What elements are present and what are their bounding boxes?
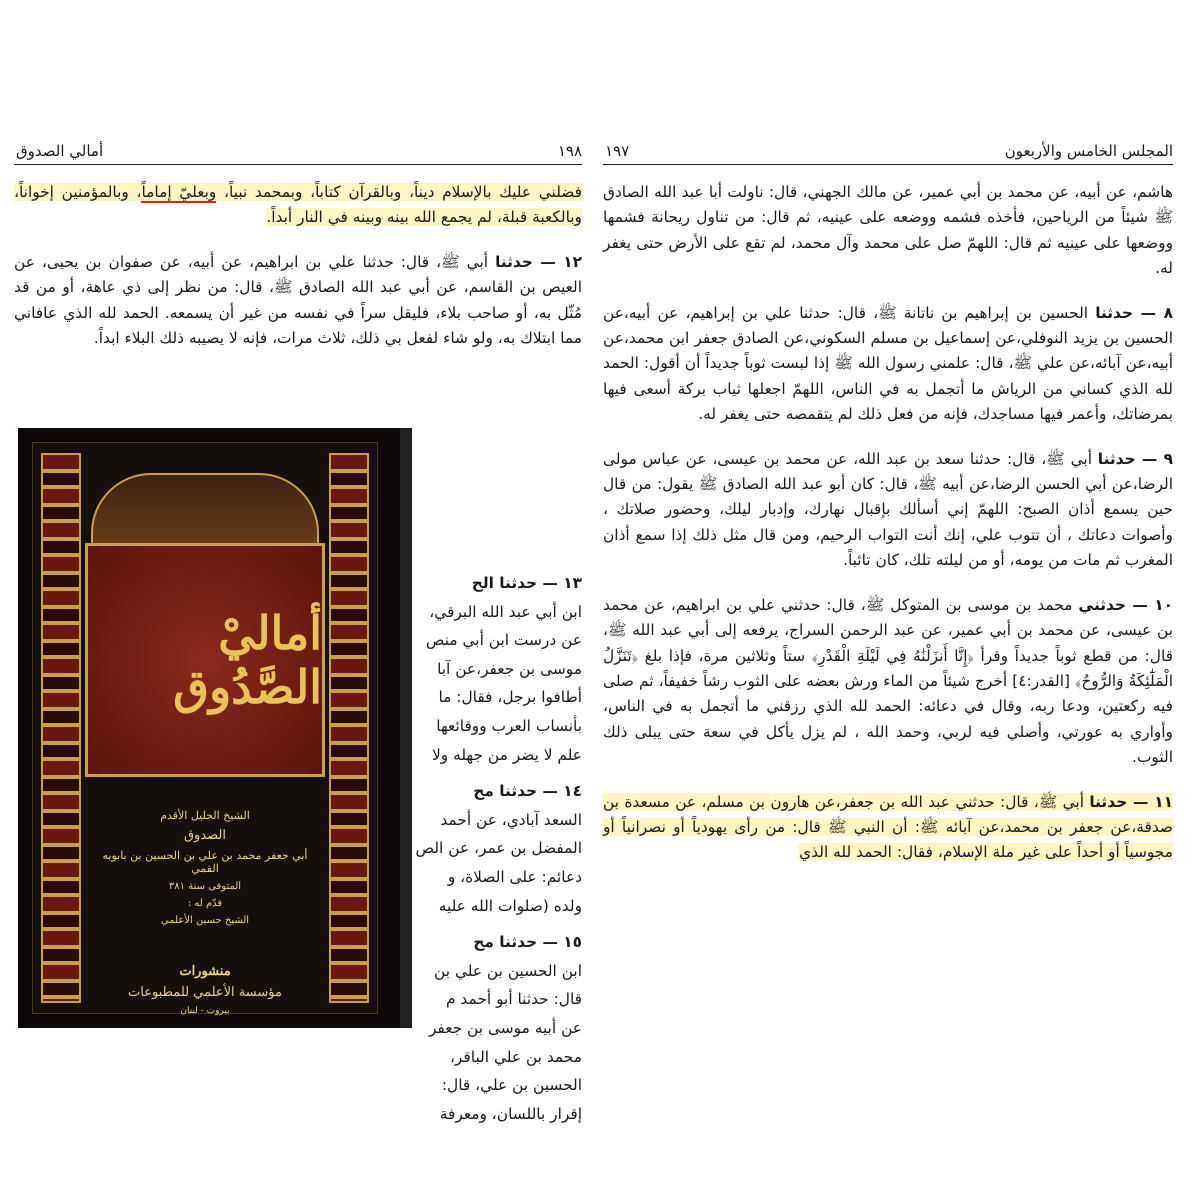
paragraph-text: محمد بن موسى بن المتوكل ﷺ، قال: حدثني علي بن ابراهيم، عن محمد بن عيسى، عن محمد بن أبي عمير، عن عبد الرحمن السراج، يرفعه إلى أبي عبد الله ﷺ، قال: من قطع ثوباً جديداً وقرأ ﴿إِنَّا أَنزَلْنَٰهُ فِي لَيْلَةِ الْقَدْرِ﴾ ستاً وثلاثين مرة، فإذا بلغ ﴿تَنَزَّلُ الْمَلَٰٓئِكَةُ وَالرُّوحُ﴾ [القدر:٤] أخرج شيئاً من الماء ورش بعضه على الثوب رشاً خفيفاً، ثم صلى فيه ركعتين، ودعا ربه، وقال في دعائه: الحمد لله الذي رزقني ما أتجمل به في الناس، وأواري به عورتي، وأصلي فيه لربي، وحمد الله ، لم يزل يأكل في سعة حتى يبلى ذلك الثوب. bbox=[603, 595, 1173, 767]
column-line: المفضل بن عمر، عن الص bbox=[415, 839, 582, 858]
column-line: إقرار باللسان، ومعرفة bbox=[439, 1104, 582, 1123]
hadith-heading: ١٠ — حدثني bbox=[1078, 595, 1173, 614]
left-header-title: أمالي الصدوق bbox=[16, 142, 104, 160]
ornament-arch bbox=[91, 473, 319, 547]
intro-paragraph-highlighted bbox=[14, 180, 582, 231]
intro-label: قدّم له : bbox=[187, 898, 223, 909]
paragraph-text: أبي ﷺ، قال: حدثنا علي بن ابراهيم، عن أبيه، عن صفوان بن يحيى، عن العيص بن القاسم، عن أبي عبد الله الصادق ﷺ، قال: من نظر إلى ذي عاهة، أو من قد مُثّل به، أو صاحب بلاء، فليقل سراً في نفسه من غير أن يسمعه. الحمد لله الذي عافاني مما ابتلاك به، ولو شاء لفعل بي ذلك، ثلاث مرات، فإنه لا يصيبه ذلك البلاء ابداً. bbox=[14, 252, 582, 348]
column-line: ابن أبي عبد الله البرقي، bbox=[429, 602, 582, 621]
left-page-header bbox=[14, 140, 582, 165]
paragraph-text: الحسين بن إبراهيم بن ناتانة ﷺ، قال: حدثنا علي بن إبراهيم، عن أبيه،عن الحسين بن يزيد النوفلي،عن إسماعيل بن مسلم السكوني،عن الصادق جعفر ابن محمد،عن أبيه،عن آبائه،عن علي ﷺ، قال: علمني رسول الله ﷺ إذا لبست ثوباً جديداً أن أقول: الحمد لله الذي كساني من الرياش ما أتجمل به في الناس، اللهمّ اجعلها ثياب بركة أسعى فيها بمرضاتك، وأعمر فيها مساجدك، فإنه من فعل ذلك لم يتقمصه حتى يغفر له. bbox=[603, 303, 1173, 424]
right-header-title: المجلس الخامس والأربعون bbox=[1004, 142, 1173, 160]
column-line: دعائم: على الصلاة، و bbox=[447, 867, 582, 886]
right-page-number: ١٩٧ bbox=[605, 142, 630, 160]
book-cover-image bbox=[18, 428, 412, 1028]
paragraph-text: أبي ﷺ، قال: حدثني عبد الله بن جعفر،عن هارون بن مسلم، عن مسعدة بن صدقة،عن جعفر بن محمد،عن آبائه ﷺ: أن النبي ﷺ قال: من رأى يهودياً أو نصرانياً أو مجوسياً أو أحداً على غير ملة الإسلام، فقال: الحمد لله الذي bbox=[603, 792, 1173, 862]
column-line: ولده (صلوات الله عليه bbox=[438, 896, 582, 915]
author-death-year: المتوفى سنة ٣٨١ bbox=[168, 881, 242, 892]
ornament-border-left bbox=[41, 453, 81, 1003]
cover-author-info bbox=[91, 803, 319, 1022]
publisher-name: مؤسسة الأعلمي للمطبوعات bbox=[128, 985, 282, 1000]
column-line: محمد بن علي الباقر، bbox=[449, 1047, 582, 1066]
author-epithet: الشيخ الجليل الأقدم bbox=[160, 809, 250, 822]
column-line: قال: حدثنا أبو أحمد م bbox=[446, 990, 582, 1009]
intro-name: الشيخ حسين الأعلمي bbox=[160, 915, 250, 926]
paragraph-11-highlighted bbox=[603, 790, 1173, 866]
publisher-city: بيروت - لبنان bbox=[180, 1006, 230, 1016]
column-line: ١٥ — حدثنا مح bbox=[473, 933, 582, 952]
author-full-name: أبي جعفر محمد بن علي بن الحسين بن بابويه القمي bbox=[102, 849, 308, 875]
column-line: الحسين بن علي، قال: bbox=[441, 1076, 582, 1095]
column-line: ١٤ — حدثنا مح bbox=[473, 782, 582, 801]
ornament-border-right bbox=[329, 453, 369, 1003]
left-page-number: ١٩٨ bbox=[557, 142, 582, 160]
hadith-heading: ٨ — حدثنا bbox=[1095, 303, 1173, 322]
paragraph-8 bbox=[603, 301, 1173, 428]
paragraph-12 bbox=[14, 250, 582, 352]
author-title: الصدوق bbox=[183, 828, 227, 843]
book-page-edge bbox=[400, 428, 412, 1028]
partially-covered-column bbox=[402, 561, 582, 1128]
right-page bbox=[603, 140, 1173, 1140]
title-panel bbox=[85, 543, 325, 777]
paragraph-text: هاشم، عن أبيه، عن محمد بن أبي عمير، عن مالك الجهني، قال: ناولت أبا عبد الله الصادق ﷺ شيئاً من الرياحين، فأخذه فشمه ووضعه على عينيه، ثم قال: من تناول ريحانة فشمها ووضعها على عينيه ثم قال: اللهمّ صل على محمد وآل محمد، لم تقع على الأرض حتى يغفر له. bbox=[603, 183, 1173, 278]
cover-frame bbox=[32, 442, 378, 1014]
column-line: موسى بن جعفر،عن آبا bbox=[437, 659, 582, 678]
right-page-body bbox=[603, 180, 1173, 885]
paragraph-text: أبي ﷺ، قال: حدثنا سعد بن عبد الله، عن محمد بن عيسى، عن عباس مولى الرضا،عن أبي الحسن الرضا،عن أبيه ﷺ، قال: كان أبو عبد الله الصادق ﷺ يقول: من قال حين يسمع أذان الصبح: اللهمّ إني أسألك بإقبال نهارك، وإدبار ليلك، وحضور صلاتك ، وأصوات دعاتك ، أن تتوب علي، إنك أنت التواب الرحيم، ومن قال مثل ذلك إذا سمع أذان المغرب ثم مات من يومه، أو من ليلته تلك، كان تائباً. bbox=[603, 449, 1173, 570]
column-line: ١٣ — حدثنا الح bbox=[471, 574, 582, 592]
column-line: السعد آبادي، عن أحمد bbox=[440, 810, 582, 829]
hadith-heading: ١٢ — حدثنا bbox=[495, 252, 582, 271]
column-line: أطافوا برجل، فقال: ما bbox=[438, 688, 582, 707]
intro-text-end: ، وبالمؤمنين إخواناً، وبالكعبة قبلة، لم يجمع الله بينه وبينه في النار أبداً. bbox=[14, 183, 582, 227]
hadith-heading: ١١ — حدثنا bbox=[1089, 792, 1173, 811]
column-line: علم لا يضر من جهله ولا bbox=[431, 745, 582, 764]
column-line: عن درست ابن أبي منص bbox=[425, 631, 582, 650]
book-title: أماليْ الصَّدُوق bbox=[173, 606, 322, 714]
right-page-header bbox=[603, 140, 1173, 165]
left-page-body bbox=[14, 180, 582, 370]
paragraph-9 bbox=[603, 447, 1173, 574]
paragraph-7-continued bbox=[603, 180, 1173, 282]
column-line: عن أبيه موسى بن جعفر bbox=[428, 1018, 582, 1037]
paragraph-10 bbox=[603, 593, 1173, 771]
column-line: بأنساب العرب ووقائعها bbox=[436, 716, 582, 735]
hadith-heading: ٩ — حدثنا bbox=[1097, 449, 1173, 468]
publisher-label: منشورات bbox=[179, 964, 231, 979]
intro-text: فضلني عليك بالإسلام ديناً، وبالقرآن كتاباً، وبمحمد نبياً، bbox=[216, 183, 583, 201]
column-line: ابن الحسين بن علي بن bbox=[434, 961, 582, 980]
underlined-phrase: وبعليّ إماماً bbox=[141, 183, 217, 201]
